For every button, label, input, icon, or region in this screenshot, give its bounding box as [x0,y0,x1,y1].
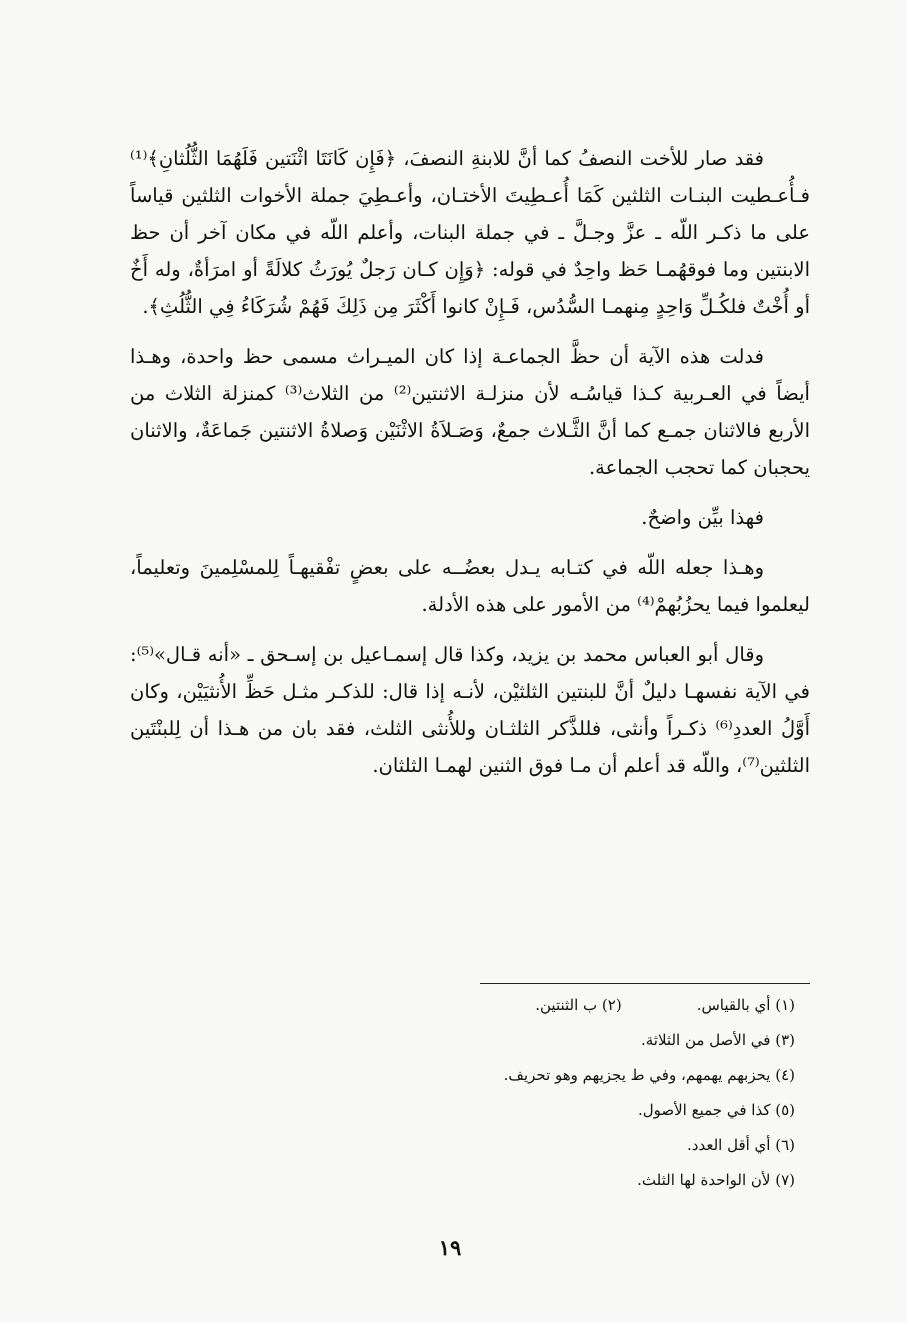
footnote-separator [480,983,810,984]
footnote: (١) أي بالقياس. [696,996,795,1014]
footnote: (٣) في الأصل من الثلاثة. [641,1031,795,1049]
footnote: (٦) أي أقل العدد. [687,1136,795,1154]
footnote: (٤) يحزبهم يهمهم، وفي ط يجزيهم وهو تحريف. [503,1066,795,1084]
paragraph: وقال أبو العباس محمد بن يزيد، وكذا قال إسمـاعيل بن إسـحق ـ «أنه قـال»⁽⁵⁾: في الآية نفسهـا دليلٌ أنَّ للبنتين الثلثيْن، لأنـه إذا قال: للذكـر مثـل حَظِّ الأُنثيَيْن، وكان أَوَّلُ العددِ⁽⁶⁾ ذكـراً وأنثى، فللذَّكر الثلثـان وللأُنثى الثلث، فقد بان من هـذا أن لِلبنْتَين الثلثين⁽⁷⁾، واللّه قد أعلم أن مـا فوق الثنين لهمـا الثلثان. [130,643,810,777]
footnote: (٢) ب الثنتين. [535,996,622,1014]
footnote: (٥) كذا في جميع الأصول. [637,1101,795,1119]
paragraph: فدلت هذه الآية أن حظَّ الجماعـة إذا كان الميـراث مسمى حظ واحدة، وهـذا أيضاً في العـربية كـذا قياسُـه لأن منزلـة الاثنتين⁽²⁾ من الثلاث⁽³⁾ كمنزلة الثلاث من الأربع فالاثنان جمـع كما أنَّ الثَّـلاث جمعٌ، وَصَـلاَةُ الاثْنَيْن وَصلاةُ الاثنتين جَماعَةٌ، والاثنان يحجبان كما تحجب الجماعة. [130,345,810,479]
footnote: (٧) لأن الواحدة لها الثلث. [637,1171,795,1189]
main-text [130,140,810,784]
footnote-row [300,988,795,1023]
paragraph: فهذا بيِّن واضحٌ. [641,506,764,529]
page-number: ١٩ [438,1235,462,1260]
paragraph: فقد صار للأخت النصفُ كما أنَّ للابنةِ النصفَ، ﴿فَإِن كَانَتَا اثْنَتين فَلَهُمَا الثُّلُثانِ﴾⁽¹⁾ فـأُعـطيت البنـات الثلثين كَمَا أُعـطِيتَ الأختـان، وأعـطِيَ جملة الأخوات الثلثين قياساً على ما ذكـر اللّه ـ عزَّ وجـلَّ ـ في جملة البنات، وأعلم اللّه في مكان آخر أن حظ الابنتين وما فوقهُمـا حَظ واحِدٌ في قوله: ﴿وَإِن كـان رَجلٌ يُورَثُ كلالَةً أو امرَأةٌ، وله أَخٌ أو أُخْتٌ فلكُـلِّ وَاحِدٍ مِنهمـا السُّدُس، فَـإِنْ كانوا أَكْثَرَ مِن ذَلِكَ فَهُمْ شُرَكَاءُ فِي الثُّلُثِ﴾. [130,147,810,318]
footnotes [300,988,795,1198]
paragraph: وهـذا جعله اللّه في كتـابه يـدل بعضُــه على بعضٍ تفْقيهـاً لِلمسْلِمينَ وتعليماً، ليعلموا فيما يحزُبُهمْ⁽⁴⁾ من الأمور على هذه الأدلة. [130,556,810,616]
